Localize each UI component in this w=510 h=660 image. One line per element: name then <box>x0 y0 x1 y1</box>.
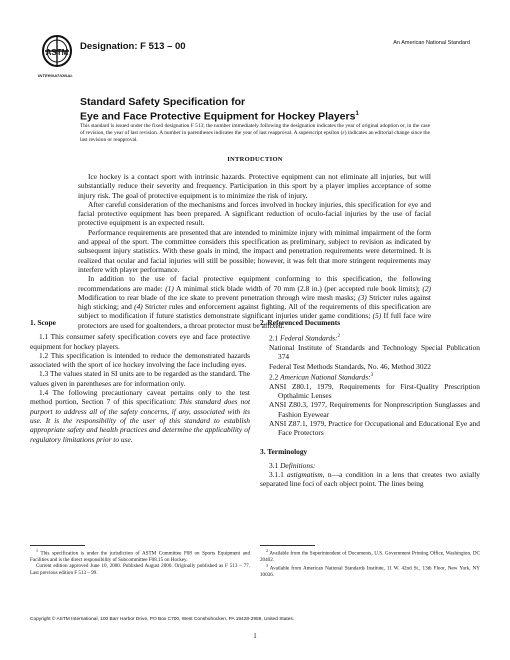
ref-2-1 <box>260 332 480 343</box>
ref-2-1-mark: 2 <box>337 334 341 340</box>
svg-text:ASTM: ASTM <box>45 48 69 57</box>
term-3-1-1-num: 3.1.1 <box>269 470 288 480</box>
page-number: 1 <box>253 632 257 640</box>
footnote-2-text: Available from the Superintendent of Documents, U.S. Government Printing Office, Washington, DC 20402. <box>260 550 480 563</box>
scope-1-2: 1.2 This specification is intended to reduce the demonstrated hazards associated with the sport of ice hockey involving the face including eyes. <box>30 350 250 370</box>
introduction-body <box>78 172 431 330</box>
footnote-2 <box>260 548 480 563</box>
reference-item: Federal Test Methods Standards, No. 46, Method 3022 <box>269 361 431 371</box>
intro-p4-number: (1) <box>165 283 174 293</box>
term-3-1-num: 3.1 <box>269 460 281 470</box>
references-heading: 2. Referenced Documents <box>260 318 341 327</box>
document-title <box>80 96 460 123</box>
intro-p4-text: Stricter rules against high sticking; and <box>78 292 431 312</box>
scope-1-3: 1.3 The values stated in SI units are to be regarded as the standard. The values given in parentheses are for information only. <box>30 369 250 388</box>
logo-caption: INTERNATIONAL <box>38 73 73 78</box>
footnotes-left <box>30 548 250 576</box>
ref-2-2-title: American National Standards: <box>280 372 371 382</box>
intro-p4-text: Modification to rear blade of the ice skate to prevent penetration through wire mesh masks; <box>78 292 359 302</box>
term-3-1-1 <box>260 470 480 489</box>
ref-2-2 <box>260 371 480 382</box>
reference-item: ANSI Z80.1, 1979, Requirements for First-Quality Prescription Opthalmic Lenses <box>269 381 480 401</box>
intro-paragraph: After careful consideration of the mechanisms and forces involved in hockey injuries, this specification for eye and facial protective equipment has been prepared. A significant reduction of oculo-facial injuries by the use of facial protective equipment is an expected result. <box>78 199 431 228</box>
footnote-2-mark: 2 <box>266 548 268 553</box>
term-3-1-1-text: , n—a condition in a lens that creates two axially separated line foci of each object point. The lines being <box>260 470 480 489</box>
ref-2-2-mark: 3 <box>370 372 374 378</box>
title-line-2-text: Eye and Face Protective Equipment for Hockey Players <box>80 110 356 123</box>
copyright-notice: Copyright © ASTM International, 100 Barr Harbor Drive, PO Box C700, West Conshohocken, PA 19428-2959, United States. <box>30 617 295 622</box>
scope-1-4-caveat: This standard does not purport to address all of the safety concerns, if any, associated with its use. It is the responsibility of the user of this standard to establish appropriate safety and health practices and determine the applicability of regulatory limitations prior to use. <box>30 397 251 444</box>
right-column <box>260 318 480 489</box>
scope-heading: 1. Scope <box>30 318 56 327</box>
footnote-1 <box>30 548 250 563</box>
title-line-2 <box>80 108 460 123</box>
issuance-notice: This standard is issued under the fixed designation F 513; the number immediately following the designation indicates the year of original adoption or, in the case of revision, the year of last revision. A number in parentheses indicates the year of last reapproval. A superscript epsilon (ε) indicates an editorial change since the last revision or reapproval. <box>80 123 430 143</box>
ans-label: An American National Standard <box>393 40 470 46</box>
introduction-heading: INTRODUCTION <box>227 156 283 163</box>
ref-2-1-title: Federal Standards: <box>280 333 338 343</box>
intro-paragraph: Ice hockey is a contact sport with intrinsic hazards. Protective equipment can not eliminate all injuries, but will substantially reduce their severity and frequency. Participation in this sport by a player implies acceptance of some injury risk. The goal of protective equipment is to minimize the risk of injury. <box>78 172 431 200</box>
intro-p4-number: (2) <box>422 283 431 293</box>
designation: Designation: F 513 – 00 <box>80 41 186 52</box>
footnote-1-current: Current edition approved June 10, 2000. Published August 2000. Originally published as F 513 – 77. Last previous edition F 513 – 99. <box>30 563 250 576</box>
footnote-rule <box>260 545 315 546</box>
intro-p4-text: Stricter rules and enforcement against fighting. All of the requirements of this specification are subject to modification if future statistics demonstrate significant injuries under game conditions; <box>78 302 431 321</box>
scope-1-4 <box>30 388 250 444</box>
footnote-rule <box>30 545 85 546</box>
intro-p4-text: A minimal stick blade width of 70 mm (2.8 in.) (per accepted rule book limits); <box>173 283 423 293</box>
footnote-1-mark: 1 <box>36 548 38 553</box>
term-3-1 <box>260 461 480 470</box>
astm-logo-icon <box>40 34 74 74</box>
scope-1-1: 1.1 This consumer safety specification covers eye and face protective equipment for hockey players. <box>30 332 250 351</box>
footnote-1-text: This specification is under the jurisdiction of ASTM Committee F08 on Sports Equipment and Facilities and is the direct responsibility of Subcommittee F08.15 on Hockey. <box>30 550 250 563</box>
title-footnote-mark: 1 <box>355 111 359 117</box>
intro-p4-number: (5) <box>372 311 382 321</box>
reference-item: ANSI Z80.3, 1977, Requirements for Nonprescription Sunglasses and Fashion Eyewear <box>269 400 480 419</box>
reference-item: National Institute of Standards and Technology Special Publication 374 <box>269 343 480 362</box>
scope-1-4-text: 1.4 The following precautionary caveat pertains only to the test method portion, Section 7 of this specification: <box>30 388 250 407</box>
intro-p4-text: If full face wire protectors are used for goaltenders, a throat protector must be affixed. <box>78 311 431 330</box>
ref-2-2-num: 2.2 <box>269 372 281 382</box>
reference-item: ANSI Z87.1, 1979, Practice for Occupational and Educational Eye and Face Protectors <box>269 418 480 438</box>
intro-p4-number: (3) <box>358 292 367 302</box>
ref-2-1-num: 2.1 <box>269 333 281 343</box>
intro-p4-text: In addition to the use of facial protective equipment conforming to this specification, the following recommendations are made: <box>78 274 431 293</box>
term-3-1-title: Definitions: <box>280 460 316 470</box>
title-line-1: Standard Safety Specification for <box>80 96 246 108</box>
footnote-3 <box>260 563 480 578</box>
terminology-heading: 3. Terminology <box>260 446 308 456</box>
left-column <box>30 318 250 444</box>
footnotes-right <box>260 548 480 579</box>
intro-p4-number: (4) <box>134 302 143 312</box>
intro-paragraph: Performance requirements are presented that are intended to minimize injury with minimal impairment of the form and appeal of the sport. The committee considers this specification as preliminary, subject to revision as indicated by subsequent injury statistics. With these goals in mind, the impact and penetration requirements were determined. It is realized that ocular and facial injuries will still be possible; however, it was felt that more stringent requirements may interfere with player performance. <box>78 227 431 274</box>
term-3-1-1-term: astigmatism <box>287 470 323 480</box>
footnote-3-text: Available from American National Standards Institute, 11 W. 42nd St., 13th Floor, New York, NY 10036. <box>260 565 480 579</box>
footnote-3-mark: 3 <box>266 563 268 569</box>
